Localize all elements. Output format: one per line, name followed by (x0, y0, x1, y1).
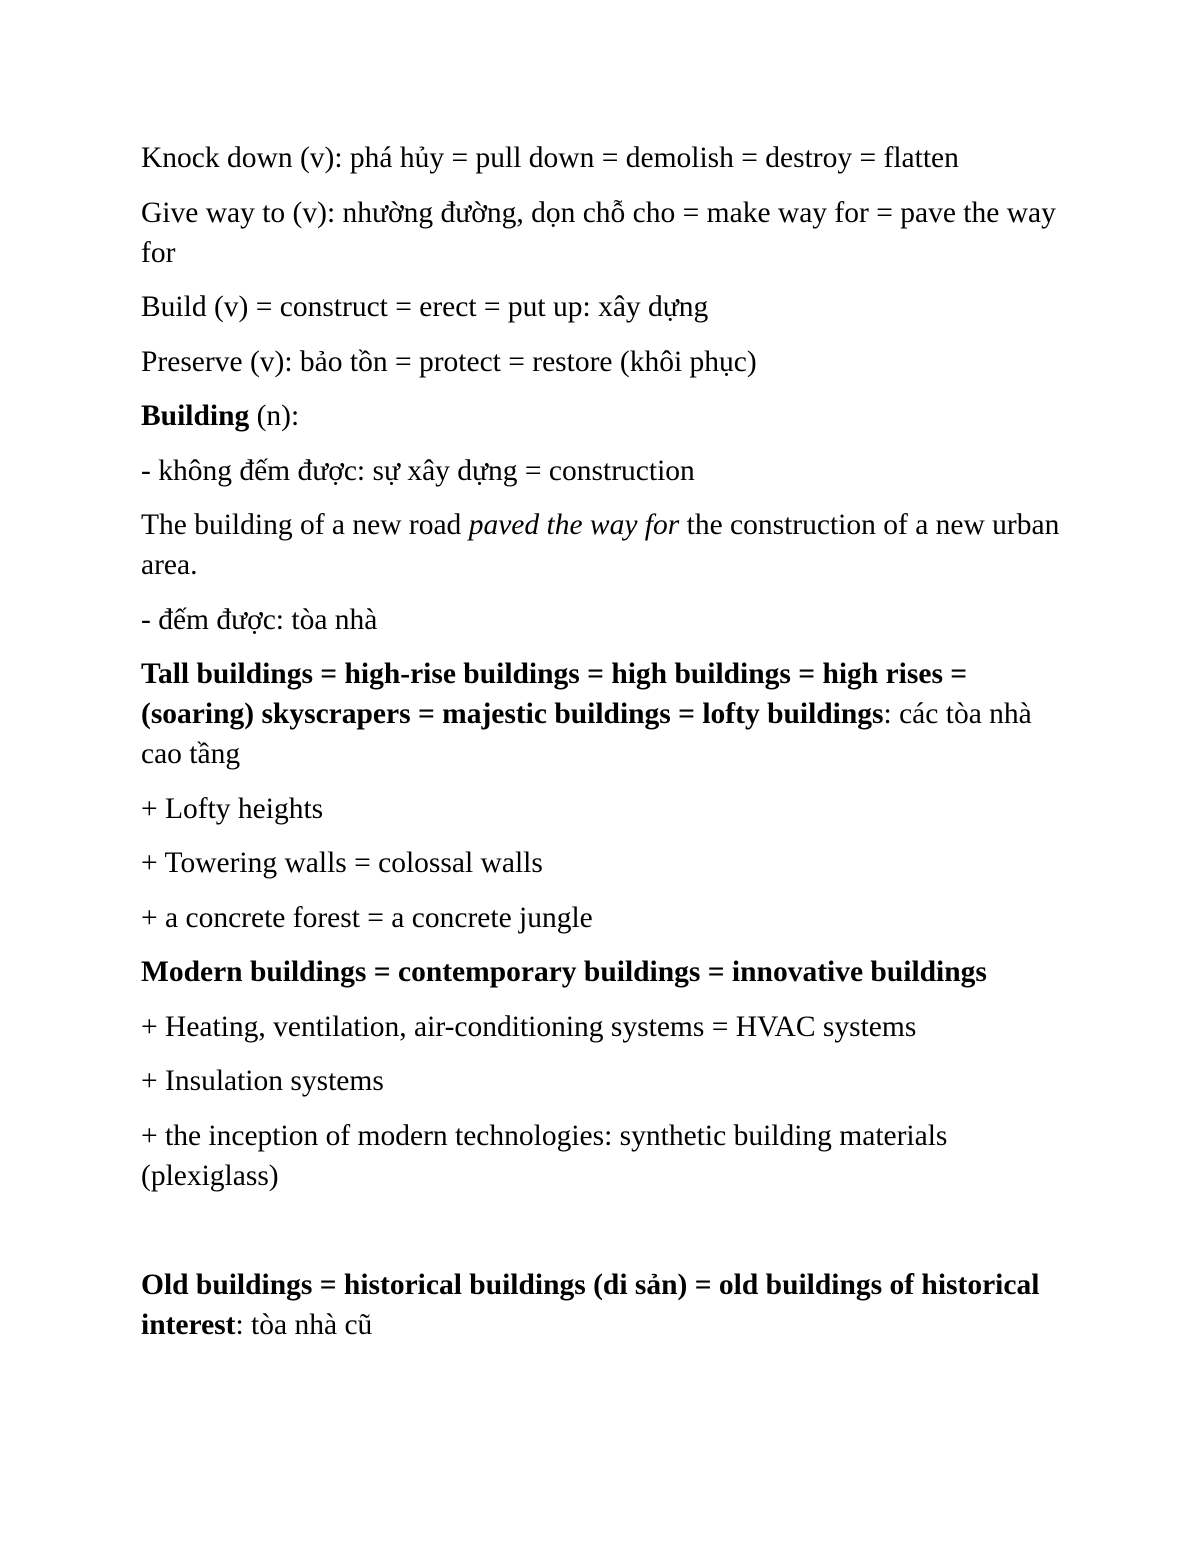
line-hvac (141, 1007, 1061, 1047)
example-post: the construction of a new urban area. (141, 509, 1060, 581)
heading-rest: (n): (249, 400, 300, 432)
heading-bold-term: Building (141, 400, 250, 432)
line-give-way-to (141, 193, 1061, 273)
line-text: - đếm được: tòa nhà (141, 603, 378, 636)
line-countable (141, 600, 1061, 640)
line-towering-walls (141, 843, 1061, 883)
heading-rest: : các tòa nhà cao tầng (141, 698, 1032, 770)
heading-bold-term: Tall buildings = high-rise buildings = high buildings = high rises = (soaring) skyscrapers = majestic buildings = lofty buildings (141, 658, 968, 730)
line-text: + a concrete forest = a concrete jungle (141, 901, 593, 934)
line-text: + Insulation systems (141, 1065, 384, 1097)
line-preserve (141, 342, 1061, 382)
line-text: Build (v) = construct = erect = put up: xây dựng (141, 291, 709, 323)
line-uncountable (141, 451, 1061, 491)
heading-old-buildings (141, 1265, 1061, 1345)
heading-rest: : tòa nhà cũ (235, 1308, 373, 1341)
line-text: - không đếm được: sự xây dựng = construction (141, 454, 695, 487)
line-text: + Towering walls = colossal walls (141, 847, 543, 879)
line-concrete-forest (141, 898, 1061, 938)
line-insulation (141, 1061, 1061, 1101)
line-text: + Lofty heights (141, 792, 324, 825)
line-inception (141, 1116, 1061, 1196)
heading-bold-term: Modern buildings = contemporary buildings = innovative buildings (141, 956, 987, 988)
heading-modern-buildings (141, 952, 1061, 992)
example-pre: The building of a new road (141, 509, 469, 541)
blank-line (141, 1210, 1061, 1250)
line-lofty-heights (141, 789, 1061, 829)
line-knock-down (141, 138, 1061, 178)
heading-building (141, 396, 1061, 436)
line-text: + the inception of modern technologies: synthetic building materials (plexiglass) (141, 1119, 948, 1192)
example-sentence (141, 505, 1061, 585)
line-text: Give way to (v): nhường đường, dọn chỗ cho = make way for = pave the way for (141, 196, 1056, 269)
line-text: + Heating, ventilation, air-conditioning systems = HVAC systems (141, 1010, 917, 1043)
line-build (141, 287, 1061, 327)
example-italic-phrase: paved the way for (468, 509, 680, 541)
line-text: Preserve (v): bảo tồn = protect = restore (khôi phục) (141, 345, 757, 378)
line-text: Knock down (v): phá hủy = pull down = demolish = destroy = flatten (141, 142, 959, 174)
heading-tall-buildings (141, 654, 1061, 774)
document-body (141, 138, 1061, 1359)
heading-bold-term: Old buildings = historical buildings (di sản) = old buildings of historical interest (141, 1268, 1040, 1341)
